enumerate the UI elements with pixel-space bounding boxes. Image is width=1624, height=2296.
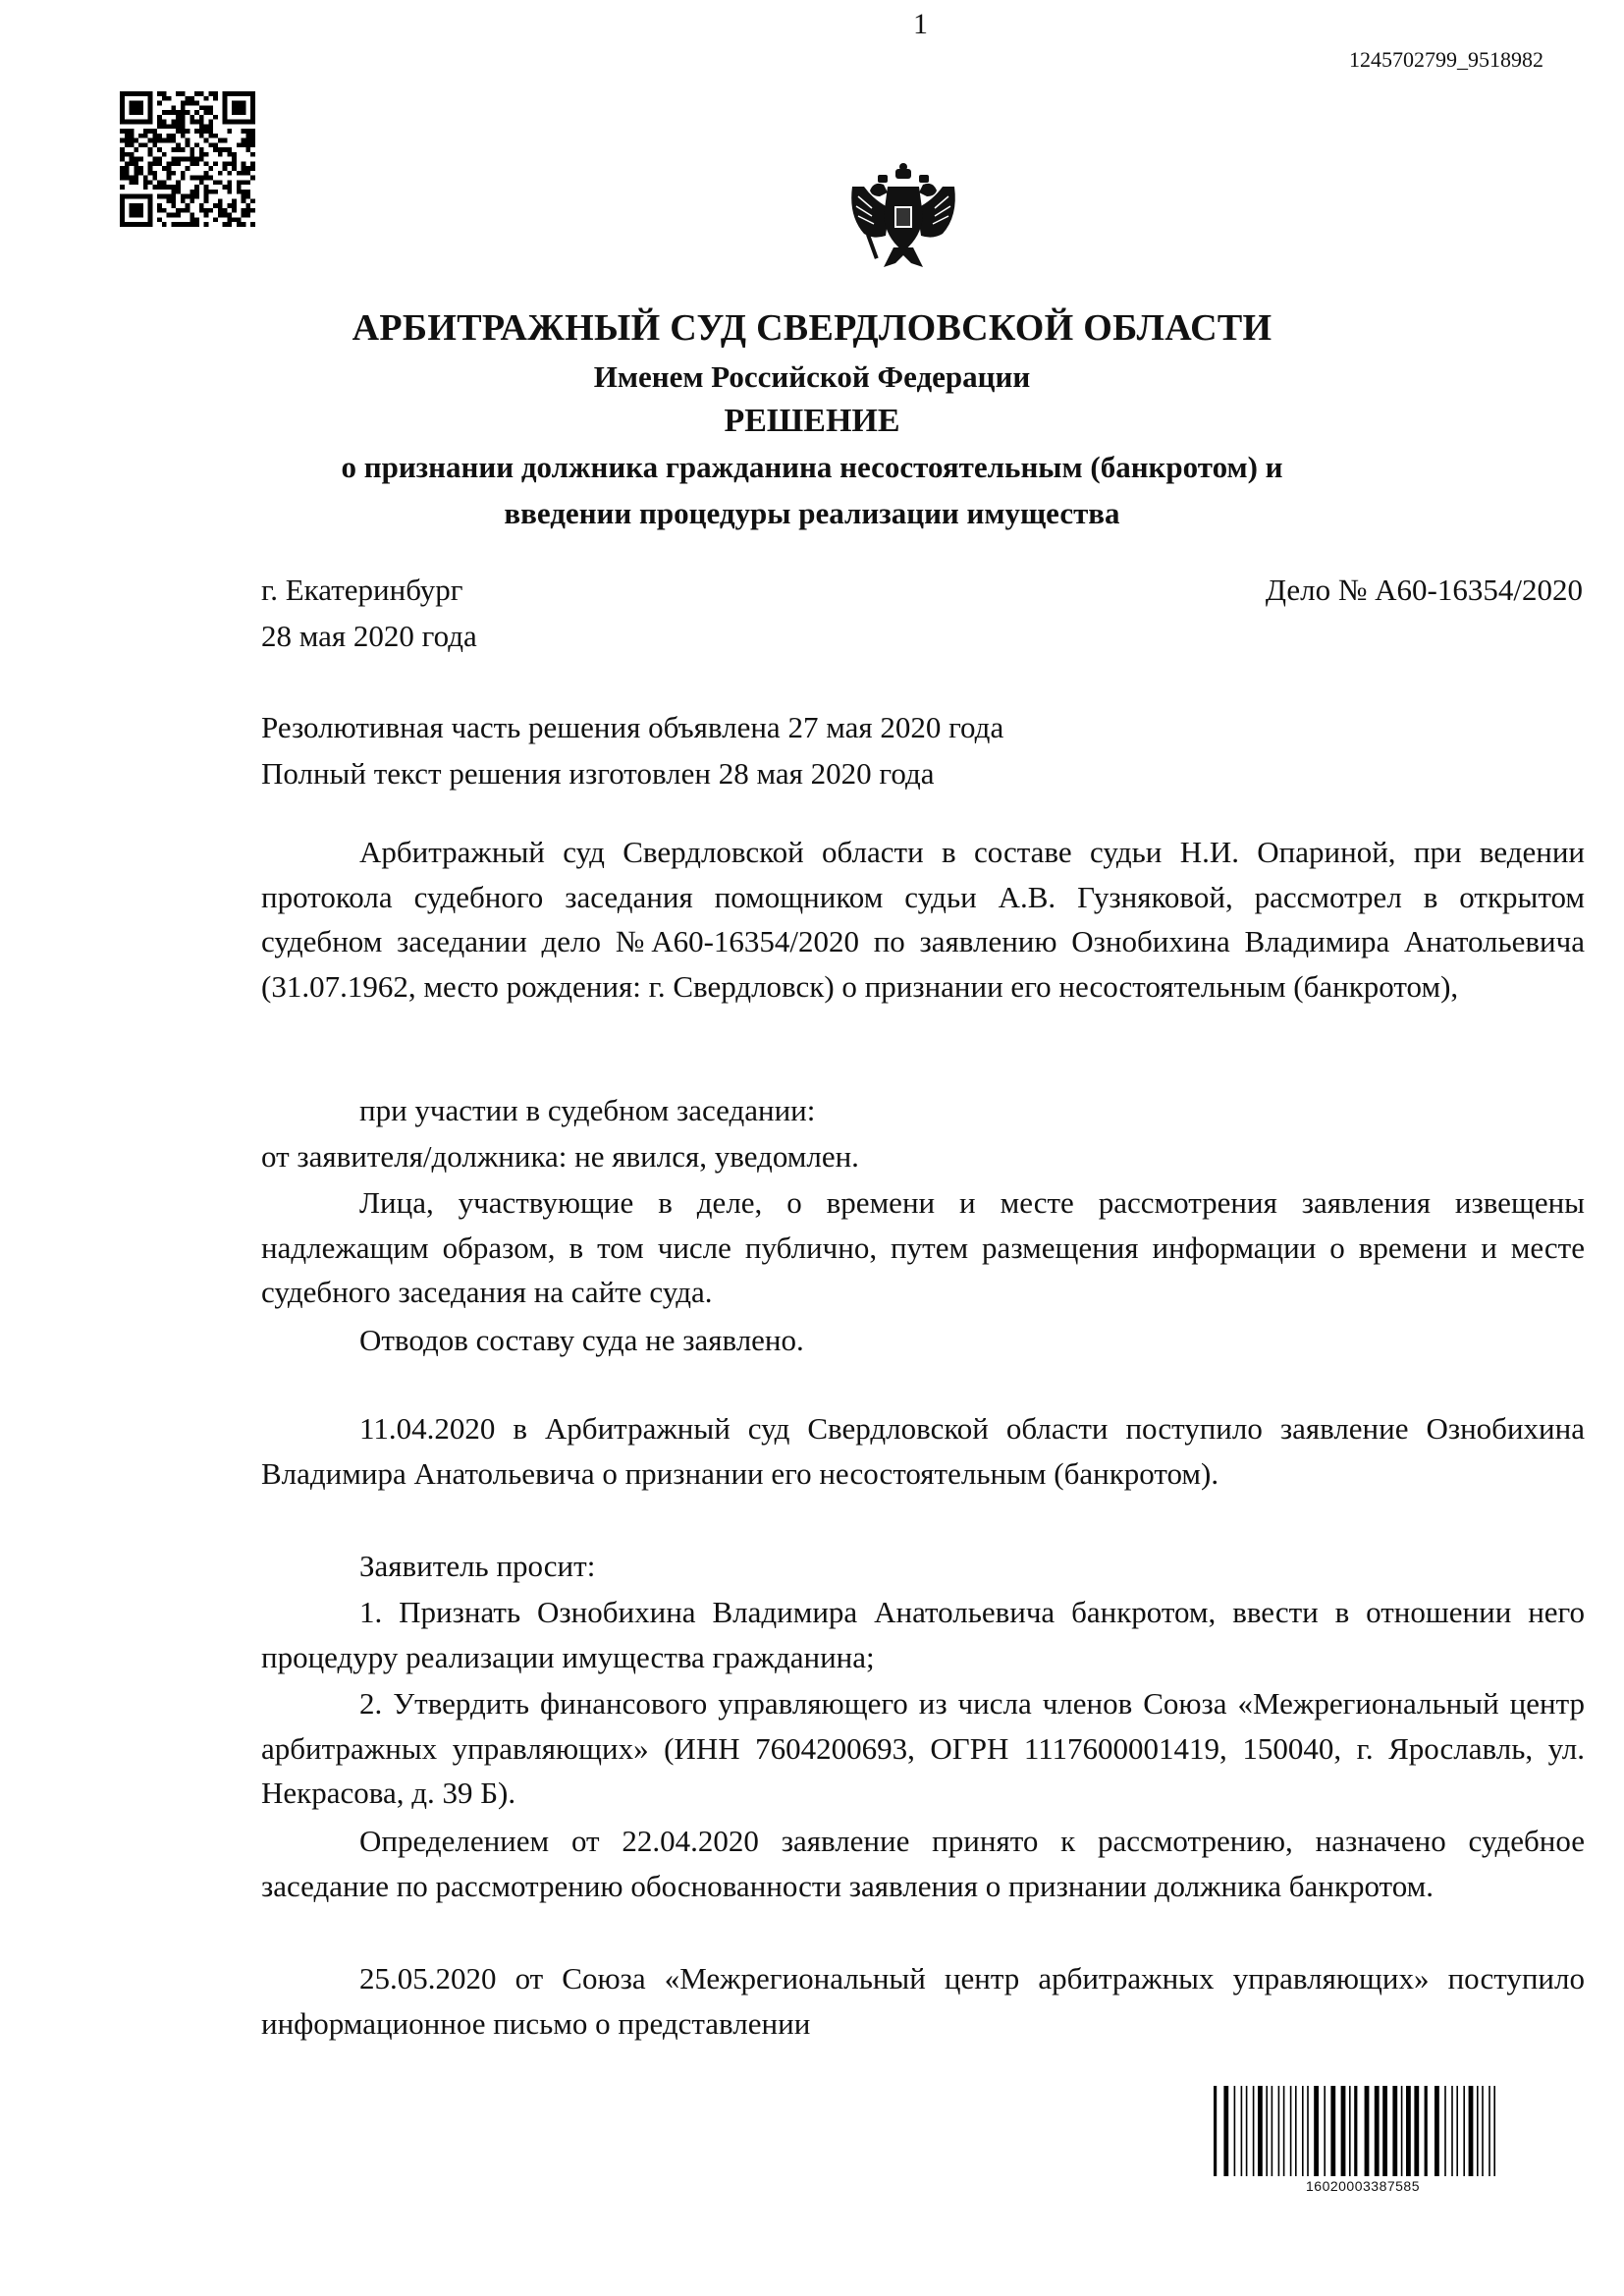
page-number: 1 bbox=[913, 8, 928, 40]
paragraph-text: Определением от 22.04.2020 заявление принято к рассмотрению, назначено судебное заседание по рассмотрению обоснованности заявления о признании должника банкротом. bbox=[261, 1824, 1585, 1903]
paragraph-ruling-accepted bbox=[261, 1819, 1585, 1908]
paragraph-info-letter bbox=[261, 1956, 1585, 2046]
russian-coat-of-arms-icon bbox=[844, 157, 962, 275]
paragraph-court-composition bbox=[261, 830, 1585, 1009]
paragraph-text: 2. Утвердить финансового управляющего из числа членов Союза «Межрегиональный центр арбитражных управляющих» (ИНН 7604200693, ОГРН 1117600001419, 150040, г. Ярославль, ул. Некрасова, д. 39 Б). bbox=[261, 1686, 1585, 1810]
paragraph-text: при участии в судебном заседании: bbox=[359, 1093, 816, 1127]
paragraph-applicant-absence bbox=[261, 1134, 1585, 1179]
paragraph-text: от заявителя/должника: не явился, уведомлен. bbox=[261, 1139, 859, 1174]
full-text-date: Полный текст решения изготовлен 28 мая 2020 года bbox=[261, 756, 935, 791]
paragraph-participation bbox=[261, 1088, 1585, 1133]
city: г. Екатеринбург bbox=[261, 573, 463, 607]
court-name: АРБИТРАЖНЫЙ СУД СВЕРДЛОВСКОЙ ОБЛАСТИ bbox=[352, 307, 1272, 349]
paragraph-text: 1. Признать Ознобихина Владимира Анатольевича банкротом, ввести в отношении него процедуру реализации имущества гражданина; bbox=[261, 1595, 1585, 1674]
paragraph-text: Заявитель просит: bbox=[359, 1549, 596, 1583]
paragraph-text: 25.05.2020 от Союза «Межрегиональный центр арбитражных управляющих» поступило информационное письмо о представлении bbox=[261, 1961, 1585, 2041]
request-item-2 bbox=[261, 1681, 1585, 1816]
request-item-1 bbox=[261, 1590, 1585, 1679]
decision-date: 28 мая 2020 года bbox=[261, 619, 477, 653]
document-id: 1245702799_9518982 bbox=[1349, 47, 1543, 72]
decision-subject-line-1: о признании должника гражданина несостоятельным (банкротом) и bbox=[341, 450, 1283, 484]
barcode-number: 16020003387585 bbox=[1306, 2178, 1421, 2194]
in-name-of-federation: Именем Российской Федерации bbox=[593, 359, 1031, 394]
paragraph-text: Отводов составу суда не заявлено. bbox=[359, 1323, 804, 1357]
decision-title: РЕШЕНИЕ bbox=[724, 403, 900, 439]
paragraph-text: 11.04.2020 в Арбитражный суд Свердловской области поступило заявление Ознобихина Владимира Анатольевича о признании его несостоятельным (банкротом). bbox=[261, 1411, 1585, 1491]
barcode-icon bbox=[1210, 2086, 1504, 2176]
paragraph-application-received bbox=[261, 1406, 1585, 1496]
qr-code-icon bbox=[120, 90, 255, 228]
paragraph-text: Арбитражный суд Свердловской области в составе судьи Н.И. Опариной, при ведении протокола судебного заседания помощником судьи А.В. Гузняковой, рассмотрел в открытом судебном заседании дело №А60-16354/2020 по заявлению Ознобихина Владимира Анатольевича (31.07.1962, место рождения: г. Свердловск) о признании его несостоятельным (банкротом), bbox=[261, 835, 1585, 1004]
paragraph-no-challenges bbox=[261, 1318, 1585, 1363]
paragraph-notification bbox=[261, 1180, 1585, 1315]
operative-part-date: Резолютивная часть решения объявлена 27 мая 2020 года bbox=[261, 710, 1004, 744]
paragraph-text: Лица, участвующие в деле, о времени и месте рассмотрения заявления извещены надлежащим образом, в том числе публично, путем размещения информации о времени и месте судебного заседания на сайте суда. bbox=[261, 1185, 1585, 1309]
case-number: Дело № А60-16354/2020 bbox=[1265, 573, 1583, 607]
decision-subject-line-2: введении процедуры реализации имущества bbox=[504, 496, 1120, 530]
paragraph-applicant-requests bbox=[261, 1544, 1585, 1589]
